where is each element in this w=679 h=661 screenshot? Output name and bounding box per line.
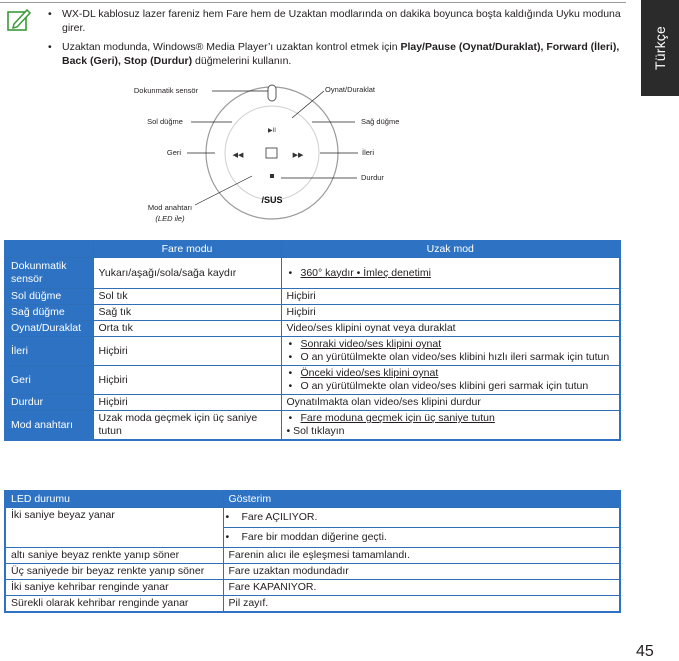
forward-icon: ▶▶	[292, 152, 304, 159]
table-header	[5, 241, 620, 258]
table-row: İki saniye kehribar renginde yanar Fare KAPANIYOR.	[5, 580, 620, 596]
header-blank	[5, 241, 93, 258]
led-table	[4, 490, 621, 613]
header-remote-mode: Uzak mod	[281, 241, 620, 258]
modes-table	[4, 240, 621, 441]
table-row: Üç saniyede bir beyaz renkte yanıp söner Fare uzaktan modundadır	[5, 564, 620, 580]
touch-sensor	[268, 85, 276, 101]
language-tab: Türkçe	[641, 0, 679, 96]
label-play-pause: Oynat/Duraklat	[325, 85, 376, 94]
page-number: 45	[636, 643, 654, 660]
label-stop: Durdur	[361, 173, 384, 182]
label-mode-switch: Mod anahtarı	[147, 203, 193, 212]
header-mouse-mode: Fare modu	[93, 241, 281, 258]
note-sleep: • WX-DL kablosuz lazer fareniz hem Fare hem de Uzaktan modlarında on dakika boyunca boşta kaldığında Uyku moduna girer.	[44, 7, 628, 35]
label-back: Geri	[166, 148, 182, 157]
note-remote: • Uzaktan modunda, Windows® Media Player’ı uzaktan kontrol etmek için Play/Pause (Oynat/Duraklat), Forward (İleri), Back (Geri), Stop (Durdur) düğmelerini kullanın.	[44, 40, 628, 68]
table-row: Dokunmatik sensör Yukarı/aşağı/sola/sağa kaydır • 360° kaydır • İmleç denetimi	[5, 258, 620, 289]
play-pause-icon: ▶II	[268, 128, 276, 134]
header-led-state: LED durumu	[5, 491, 223, 508]
table-header	[5, 491, 620, 508]
table-row: Geri Hiçbiri • Önceki video/ses klipini oynat • O an yürütülmekte olan video/ses klibini geri sarmak için tutun	[5, 366, 620, 395]
table-row: Mod anahtarı Uzak moda geçmek için üç saniye tutun • Fare moduna geçmek için üç saniye tutun • Sol tıklayın	[5, 411, 620, 441]
label-right-button: Sağ düğme	[361, 117, 400, 126]
table-row: İki saniye beyaz yanar • Fare AÇILIYOR. • Fare bir moddan diğerine geçti.	[5, 508, 620, 548]
label-forward: İleri	[362, 148, 375, 157]
table-row: Sol düğme Sol tık Hiçbiri	[5, 289, 620, 305]
header-meaning: Gösterim	[223, 491, 620, 508]
mouse-diagram	[0, 0, 679, 240]
table-row: Durdur Hiçbiri Oynatılmakta olan video/ses klipini durdur	[5, 395, 620, 411]
stop-icon	[270, 174, 274, 178]
table-row: Sürekli olarak kehribar renginde yanar Pil zayıf.	[5, 596, 620, 613]
label-touch-sensor: Dokunmatik sensör	[133, 86, 199, 95]
table-row: Oynat/Duraklat Orta tık Video/ses klipini oynat veya duraklat	[5, 321, 620, 337]
label-led: (LED ile)	[155, 214, 185, 223]
table-row: Sağ düğme Sağ tık Hiçbiri	[5, 305, 620, 321]
back-icon: ◀◀	[232, 152, 244, 159]
label-left-button: Sol düğme	[147, 117, 183, 126]
table-row: altı saniye beyaz renkte yanıp söner Farenin alıcı ile eşleşmesi tamamlandı.	[5, 548, 620, 564]
table-row: İleri Hiçbiri • Sonraki video/ses klipini oynat • O an yürütülmekte olan video/ses klibini hızlı ileri sarmak için tutun	[5, 337, 620, 366]
brand-logo: /SUS	[261, 195, 283, 205]
